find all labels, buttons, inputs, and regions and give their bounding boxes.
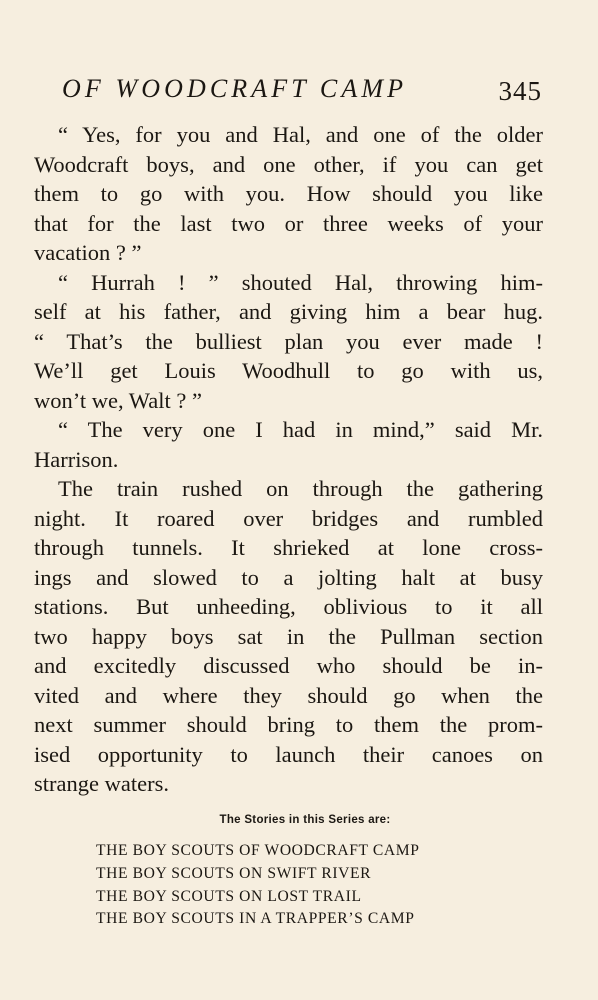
series-title-item: THE BOY SCOUTS OF WOODCRAFT CAMP xyxy=(96,842,420,859)
series-heading: The Stories in this Series are: xyxy=(219,814,391,826)
text-line: Harrison. xyxy=(34,446,119,472)
text-line: vacation ? ” xyxy=(34,240,142,265)
series-title-item: THE BOY SCOUTS ON LOST TRAIL xyxy=(96,887,362,905)
text-line: two happy boys sat in the Pullman section xyxy=(34,623,543,649)
text-line: through tunnels. It shrieked at lone cross- xyxy=(34,535,543,560)
text-line: Woodcraft boys, and one other, if you can get xyxy=(34,151,543,177)
text-line: “ The very one I had in mind,” said Mr. xyxy=(58,417,543,442)
text-line: next summer should bring to them the prom- xyxy=(34,712,543,737)
text-line: stations. But unheeding, oblivious to it all xyxy=(34,594,543,619)
text-line: won’t we, Walt ? ” xyxy=(34,387,202,413)
text-line: “ Yes, for you and Hal, and one of the older xyxy=(58,122,543,147)
text-line: and excitedly discussed who should be in- xyxy=(34,653,543,678)
text-line: strange waters. xyxy=(34,771,169,796)
series-title-item: THE BOY SCOUTS ON SWIFT RIVER xyxy=(96,864,372,882)
page-number: 345 xyxy=(498,76,542,106)
text-line: “ That’s the bulliest plan you ever made ! xyxy=(34,328,543,354)
running-title: OF WOODCRAFT CAMP xyxy=(62,74,408,103)
text-line: that for the last two or three weeks of your xyxy=(34,210,543,236)
text-line: ised opportunity to launch their canoes on xyxy=(34,741,543,767)
text-line: ings and slowed to a jolting halt at busy xyxy=(34,564,543,590)
text-line: “ Hurrah ! ” shouted Hal, throwing him- xyxy=(58,269,543,295)
body-text xyxy=(34,120,543,799)
series-title-item: THE BOY SCOUTS IN A TRAPPER’S CAMP xyxy=(96,910,415,928)
running-head xyxy=(62,72,542,108)
text-line: them to go with you. How should you like xyxy=(34,181,543,206)
series-list-block xyxy=(0,812,598,928)
text-line: The train rushed on through the gathering xyxy=(58,476,543,501)
text-line: night. It roared over bridges and rumbled xyxy=(34,505,543,531)
text-line: self at his father, and giving him a bear hug. xyxy=(34,299,543,324)
series-titles xyxy=(96,840,419,931)
text-line: vited and where they should go when the xyxy=(34,682,543,708)
text-line: We’ll get Louis Woodhull to go with us, xyxy=(34,358,543,383)
